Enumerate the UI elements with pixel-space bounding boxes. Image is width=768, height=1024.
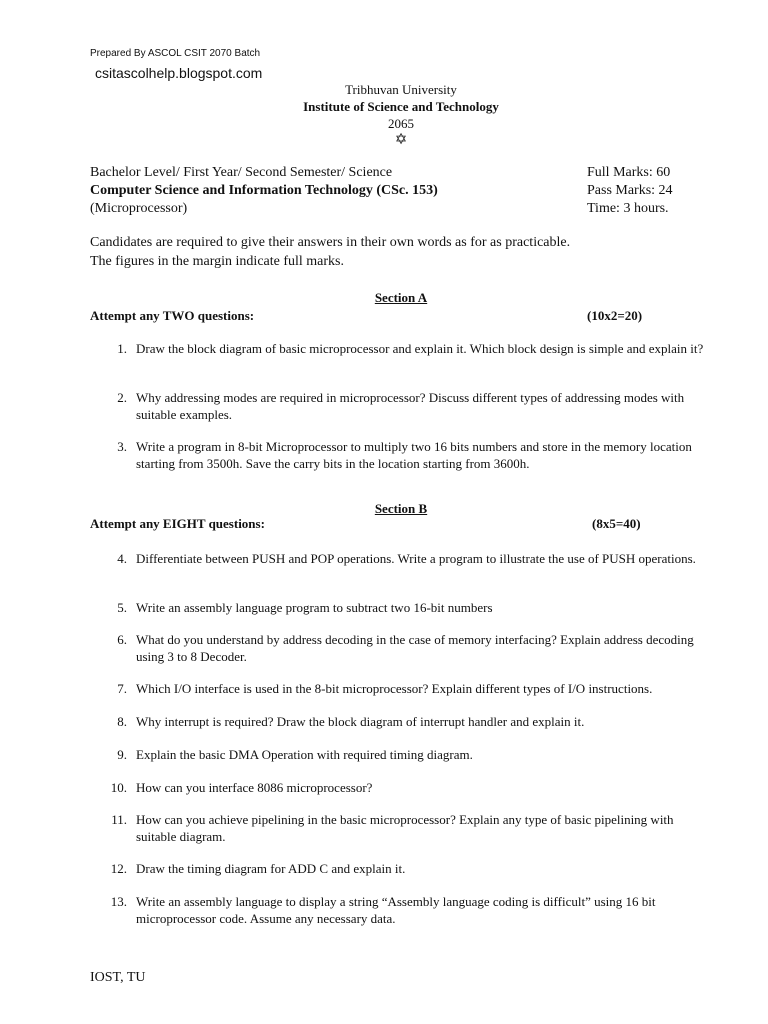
question-item	[107, 713, 717, 730]
question-number: 13.	[110, 894, 127, 909]
question-number: 9.	[117, 747, 127, 762]
question-item	[107, 438, 717, 472]
question-item	[107, 340, 717, 357]
pass-marks: Pass Marks: 24	[587, 183, 673, 198]
blog-url: csitascolhelp.blogspot.com	[95, 65, 263, 81]
question-number: 11.	[111, 812, 127, 827]
question-item	[107, 550, 717, 567]
institute-name: Institute of Science and Technology	[303, 99, 499, 114]
question-item	[107, 680, 717, 697]
exam-year: 2065	[388, 116, 414, 131]
section-b-attempt: Attempt any EIGHT questions:	[90, 516, 265, 531]
question-number: 7.	[117, 681, 127, 696]
star-of-david-icon: ✡	[394, 132, 408, 148]
level-line: Bachelor Level/ First Year/ Second Semester/ Science	[90, 165, 393, 180]
exam-time: Time: 3 hours.	[587, 201, 669, 216]
question-number: 6.	[117, 632, 127, 647]
subject-line: (Microprocessor)	[90, 201, 188, 216]
question-text: Draw the timing diagram for ADD C and explain it.	[136, 861, 406, 876]
question-number: 12.	[110, 861, 127, 876]
question-text: How can you achieve pipelining in the basic microprocessor? Explain any type of basic pipelining with suitable diagram.	[136, 812, 674, 844]
question-item	[107, 860, 717, 877]
question-number: 10.	[110, 780, 127, 795]
section-b-marks: (8x5=40)	[592, 516, 641, 531]
question-text: Write an assembly language program to subtract two 16-bit numbers	[136, 600, 493, 615]
question-item	[107, 599, 717, 616]
section-a-marks: (10x2=20)	[587, 308, 643, 323]
question-text: Why addressing modes are required in microprocessor? Discuss different types of addressing modes with suitable examples.	[136, 390, 685, 422]
question-item	[107, 389, 717, 423]
question-number: 3.	[117, 439, 127, 454]
university-name: Tribhuvan University	[345, 82, 457, 97]
question-text: How can you interface 8086 microprocessor?	[136, 780, 373, 795]
section-a-attempt: Attempt any TWO questions:	[90, 308, 255, 323]
section-a-title: Section A	[374, 290, 428, 305]
instruction-line-2: The figures in the margin indicate full marks.	[90, 254, 345, 269]
question-number: 8.	[117, 714, 127, 729]
question-text: Explain the basic DMA Operation with required timing diagram.	[136, 747, 473, 762]
question-text: Which I/O interface is used in the 8-bit microprocessor? Explain different types of I/O instructions.	[136, 681, 653, 696]
section-b-title: Section B	[374, 501, 428, 516]
question-number: 1.	[117, 341, 127, 356]
question-text: Write a program in 8-bit Microprocessor to multiply two 16 bits numbers and store in the memory location starting from 3500h. Save the carry bits in the location starting from 3600h.	[136, 439, 692, 471]
instruction-line-1: Candidates are required to give their answers in their own words as for as practicable.	[90, 235, 571, 250]
question-item	[107, 631, 717, 665]
question-number: 4.	[117, 551, 127, 566]
question-text: Differentiate between PUSH and POP operations. Write a program to illustrate the use of PUSH operations.	[136, 551, 696, 566]
question-text: What do you understand by address decoding in the case of memory interfacing? Explain address decoding using 3 to 8 Decoder.	[136, 632, 694, 664]
question-text: Draw the block diagram of basic microprocessor and explain it. Which block design is simple and explain it?	[136, 341, 704, 356]
prepared-by-note: Prepared By ASCOL CSIT 2070 Batch	[90, 48, 261, 59]
question-number: 5.	[117, 600, 127, 615]
question-item	[107, 811, 717, 845]
question-text: Why interrupt is required? Draw the block diagram of interrupt handler and explain it.	[136, 714, 585, 729]
course-line: Computer Science and Information Technology (CSc. 153)	[90, 183, 438, 198]
question-item	[107, 746, 717, 763]
full-marks: Full Marks: 60	[587, 165, 671, 180]
question-item	[107, 893, 717, 927]
question-number: 2.	[117, 390, 127, 405]
footer-text: IOST, TU	[90, 970, 146, 985]
question-item	[107, 779, 717, 796]
question-text: Write an assembly language to display a string “Assembly language coding is difficult” using 16 bit microprocessor code. Assume any necessary data.	[136, 894, 656, 926]
